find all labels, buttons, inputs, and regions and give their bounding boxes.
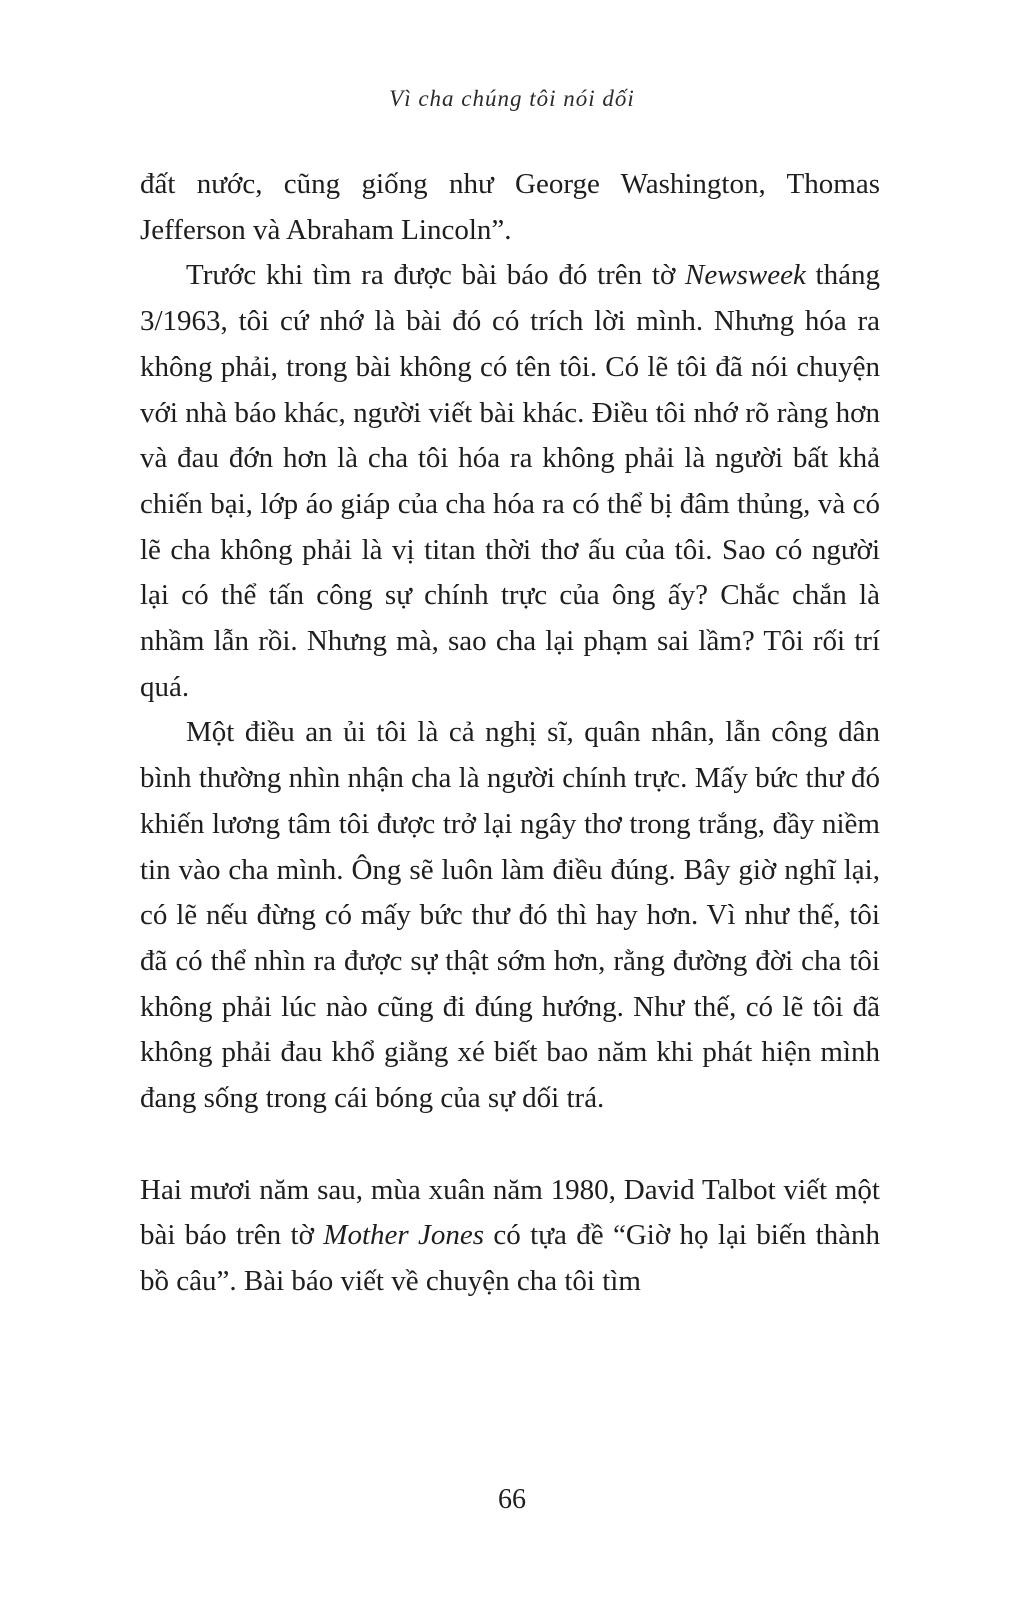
paragraph-4-text-end: có tựa đề “Giờ họ lại biến thành bồ câu”. Bài báo viết về chuyện cha tôi tìm	[140, 1219, 880, 1298]
paragraph-2-text-start: Trước khi tìm ra được bài báo đó trên tờ	[186, 259, 686, 292]
page-number: 66	[498, 1484, 526, 1515]
paragraph-4-text-start: Hai mươi năm sau, mùa xuân năm 1980, David Talbot viết một bài báo trên tờ	[140, 1173, 880, 1252]
body-text	[140, 162, 880, 1305]
paragraph-4	[140, 1168, 880, 1305]
paragraph-1: đất nước, cũng giống như George Washington, Thomas Jefferson và Abraham Lincoln”.	[140, 168, 880, 246]
publication-name-mother-jones: Mother Jones	[323, 1219, 485, 1252]
running-header: Vì cha chúng tôi nói dối	[389, 86, 635, 111]
paragraph-2	[140, 253, 880, 710]
paragraph-2-text-end: tháng 3/1963, tôi cứ nhớ là bài đó có trích lời mình. Nhưng hóa ra không phải, trong bài không có tên tôi. Có lẽ tôi đã nói chuyện với nhà báo khác, người viết bài khác. Điều tôi nhớ rõ ràng hơn và đau đớn hơn là cha tôi hóa ra không phải là người bất khả chiến bại, lớp áo giáp của cha hóa ra có thể bị đâm thủng, và có lẽ cha không phải là vị titan thời thơ ấu của tôi. Sao có người lại có thể tấn công sự chính trực của ông ấy? Chắc chắn là nhầm lẫn rồi. Nhưng mà, sao cha lại phạm sai lầm? Tôi rối trí quá.	[140, 259, 880, 703]
publication-name-newsweek: Newsweek	[685, 259, 806, 292]
paragraph-3: Một điều an ủi tôi là cả nghị sĩ, quân nhân, lẫn công dân bình thường nhìn nhận cha là người chính trực. Mấy bức thư đó khiến lương tâm tôi được trở lại ngây thơ trong trắng, đầy niềm tin vào cha mình. Ông sẽ luôn làm điều đúng. Bây giờ nghĩ lại, có lẽ nếu đừng có mấy bức thư đó thì hay hơn. Vì như thế, tôi đã có thể nhìn ra được sự thật sớm hơn, rằng đường đời cha tôi không phải lúc nào cũng đi đúng hướng. Như thế, có lẽ tôi đã không phải đau khổ giằng xé biết bao năm khi phát hiện mình đang sống trong cái bóng của sự dối trá.	[140, 716, 880, 1115]
